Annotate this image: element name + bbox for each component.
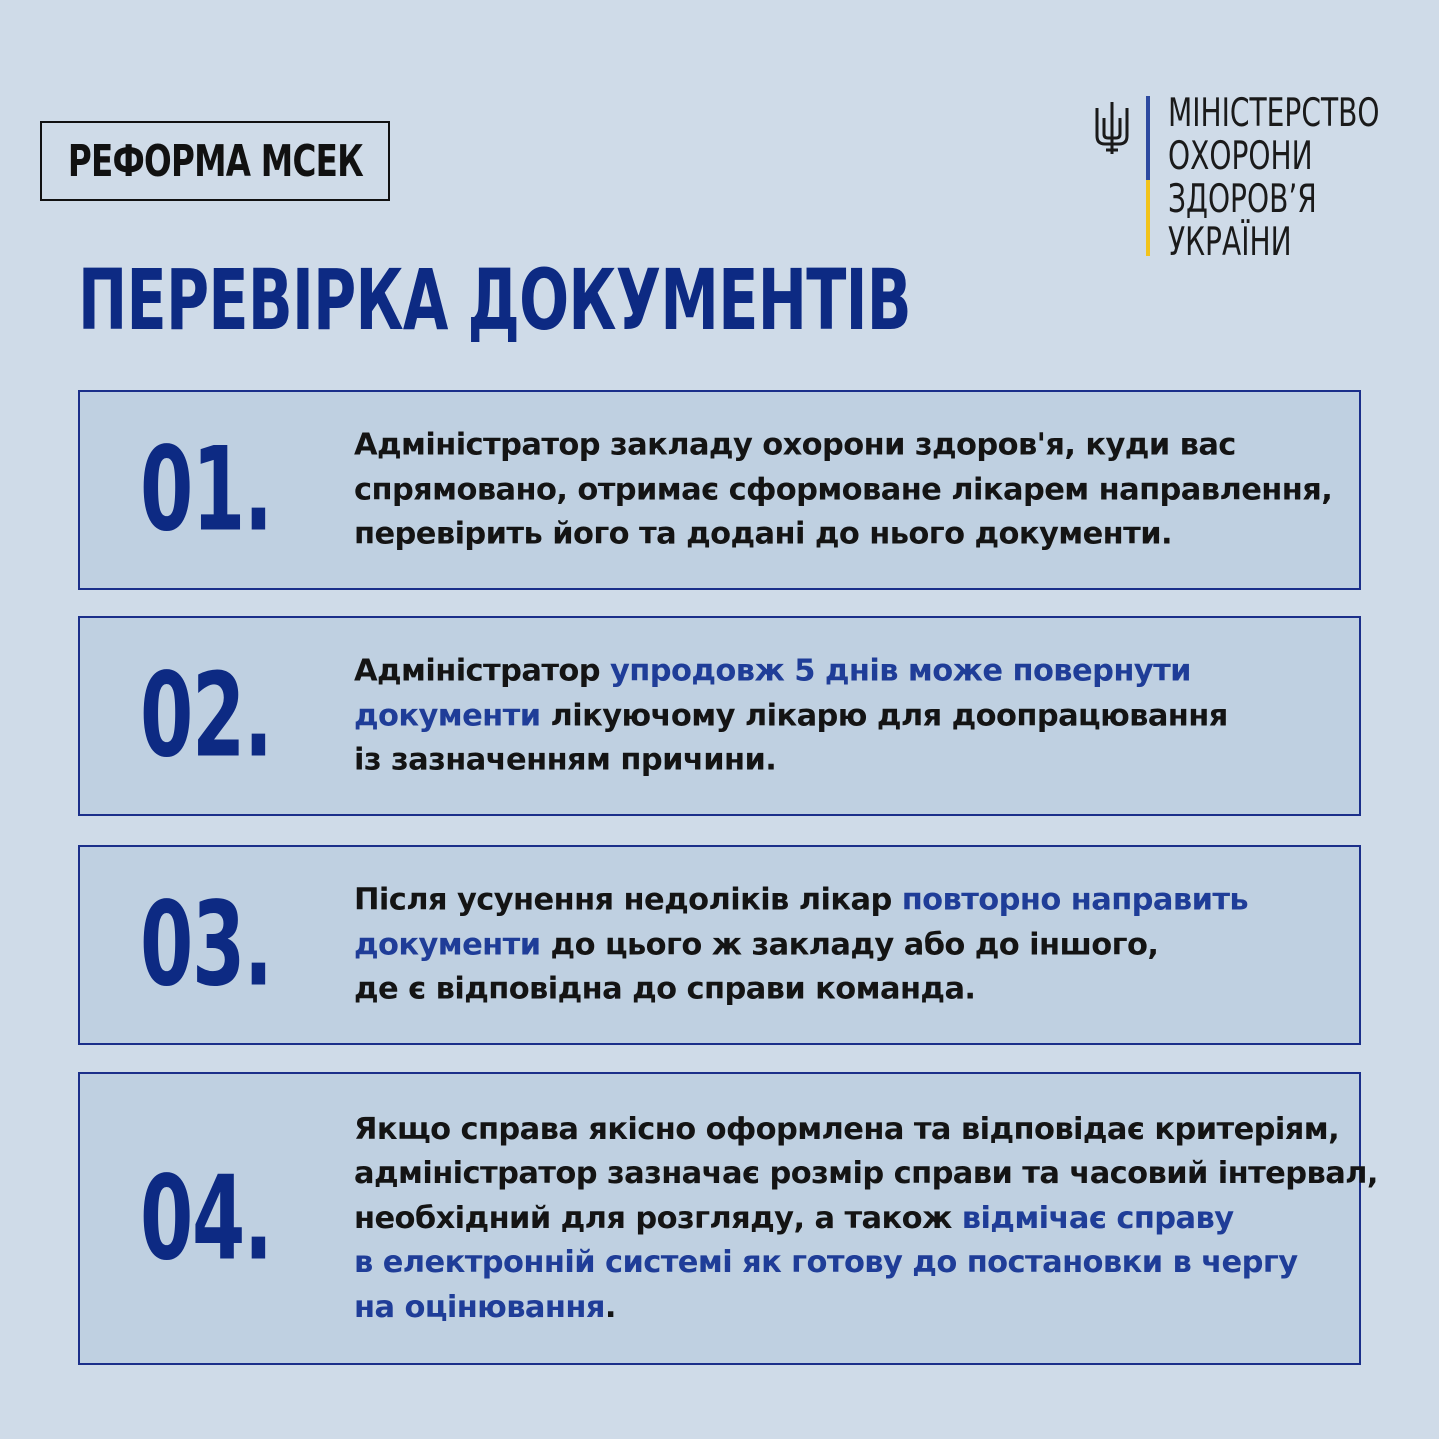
highlight-text: документи	[354, 697, 541, 733]
step-number: 02.	[140, 648, 272, 784]
body-text: адміністратор зазначає розмір справи та часовий інтервал,	[354, 1155, 1378, 1191]
step-text-line	[354, 423, 1344, 468]
step-text-line	[354, 967, 1344, 1012]
step-text	[354, 649, 1344, 783]
body-text: .	[604, 1289, 616, 1325]
body-text: спрямовано, отримає сформоване лікарем направлення,	[354, 471, 1333, 507]
step-text-line	[354, 1152, 1378, 1197]
step-text-line	[354, 923, 1344, 968]
highlight-text: в електронній системі як готову до постановки в чергу	[354, 1244, 1298, 1280]
step-number: 03.	[140, 877, 272, 1013]
step-text	[354, 423, 1344, 557]
step-text-line	[354, 1196, 1344, 1241]
body-text: лікуючому лікарю для доопрацювання	[540, 697, 1228, 733]
logo-yellow-bar	[1146, 180, 1150, 256]
body-text: до цього ж закладу або до іншого,	[540, 926, 1159, 962]
step-text	[354, 878, 1344, 1012]
highlight-text: упродовж 5 днів може повернути	[610, 653, 1191, 689]
step-text	[354, 1107, 1378, 1330]
page-title: ПЕРЕВІРКА ДОКУМЕНТІВ	[78, 251, 911, 349]
step-card-2	[78, 616, 1361, 816]
ministry-name-line: ОХОРОНИ	[1168, 134, 1313, 179]
step-text-line	[354, 878, 1344, 923]
reform-tag	[40, 121, 390, 201]
highlight-text: на оцінювання	[354, 1289, 605, 1325]
step-card-4	[78, 1072, 1378, 1365]
step-text-line	[354, 649, 1344, 694]
logo-blue-bar	[1146, 96, 1150, 180]
step-text-line	[354, 1107, 1344, 1152]
body-text: із зазначенням причини.	[354, 742, 777, 778]
reform-tag-label: РЕФОРМА МСЕК	[67, 135, 363, 187]
step-card-3	[78, 845, 1361, 1045]
highlight-text: відмічає справу	[961, 1200, 1234, 1236]
body-text: Адміністратор закладу охорони здоров'я, куди вас	[354, 427, 1236, 463]
body-text: де є відповідна до справи команда.	[354, 971, 976, 1007]
body-text: Після усунення недоліків лікар	[354, 882, 902, 918]
step-text-line	[354, 694, 1344, 739]
trident-icon	[1092, 98, 1132, 158]
step-number: 04.	[140, 1151, 272, 1286]
step-card-1	[78, 390, 1361, 590]
ministry-name-line: ЗДОРОВ’Я	[1168, 177, 1317, 222]
ministry-name-line: УКРАЇНИ	[1168, 220, 1292, 265]
highlight-text: повторно направить	[901, 882, 1249, 918]
body-text: Адміністратор	[354, 653, 611, 689]
body-text: необхідний для розгляду, а також	[354, 1200, 962, 1236]
step-number: 01.	[140, 422, 272, 558]
step-text-line	[354, 512, 1344, 557]
highlight-text: документи	[354, 926, 541, 962]
step-text-line	[354, 1241, 1344, 1286]
body-text: перевірить його та додані до нього документи.	[354, 516, 1172, 552]
body-text: Якщо справа якісно оформлена та відповідає критеріям,	[354, 1111, 1340, 1147]
step-text-line	[354, 1285, 1344, 1330]
ministry-name	[1168, 92, 1379, 264]
ministry-name-line: МІНІСТЕРСТВО	[1168, 91, 1380, 136]
step-text-line	[354, 738, 1344, 783]
step-text-line	[354, 468, 1344, 513]
